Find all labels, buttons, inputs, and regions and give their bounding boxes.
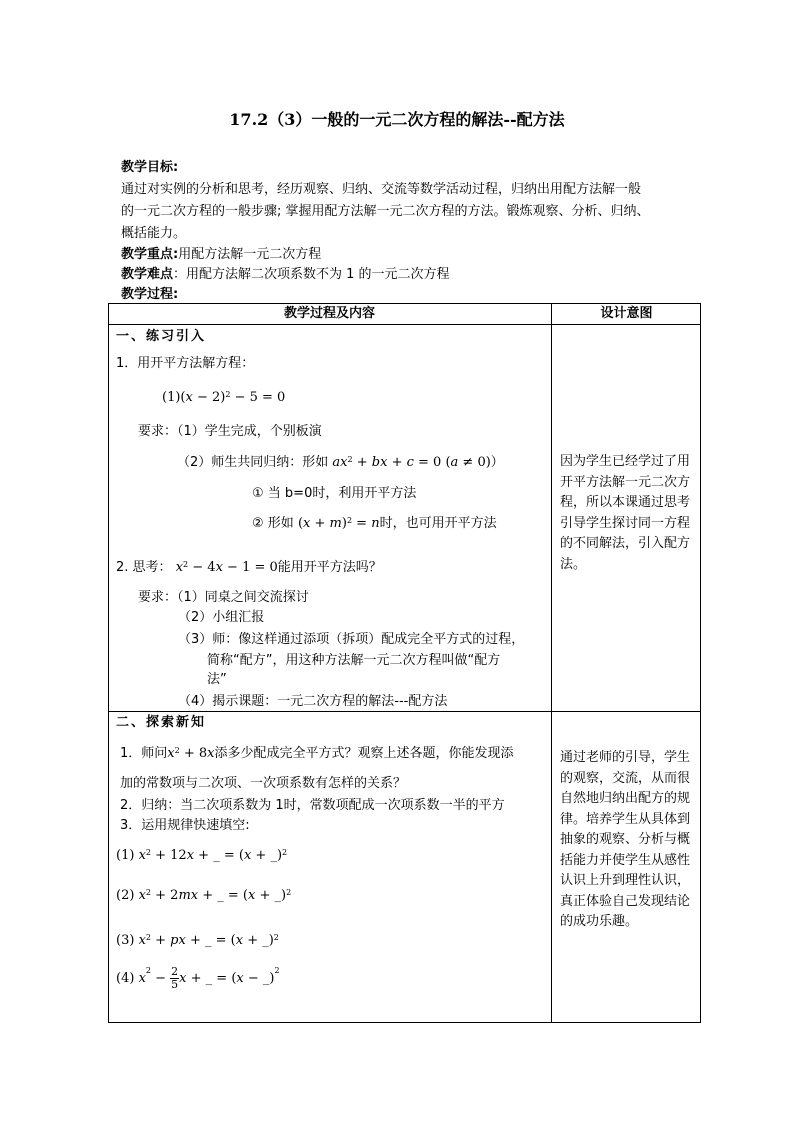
s2-fill-2: (2) $x^2 + 2mx$ + _ = (x + _)$^2$ bbox=[116, 888, 292, 903]
key-label: 教学重点: bbox=[121, 247, 179, 262]
case2-text: ② 形如 bbox=[252, 516, 294, 531]
difficulty-text: ：用配方法解二次项系数不为 1 的一元二次方程 bbox=[173, 267, 450, 282]
process-label: 教学过程: bbox=[121, 287, 179, 302]
s1-question-1: 1．用开平方法解方程： bbox=[116, 356, 255, 371]
fill2-label: (2) bbox=[116, 888, 135, 903]
key-text: 用配方法解一元二次方程 bbox=[178, 247, 322, 262]
s1-case-1: ① 当 b=0时，利用开平方法 bbox=[252, 486, 417, 501]
s1-req-b: （2）小组汇报 bbox=[178, 610, 265, 625]
s1-question-2: 2. 思考： $x^2 - 4x - 1 = 0$能用开平方法吗？ bbox=[116, 560, 382, 575]
goal-text-line-2: 的一元二次方程的一般步骤; 掌握用配方法解一元二次方程的方法。锻炼观察、分析、归纳、 bbox=[121, 204, 650, 219]
s1-requirement-1: 要求：（1）学生完成，个别板演 bbox=[138, 424, 322, 439]
s1-req-c-2: 简称“配方”，用这种方法解一元二次方程叫做“配方 bbox=[207, 653, 501, 668]
s2-fill-1: (1) $x^2 + 12x$ + _ = (x + _)$^2$ bbox=[116, 848, 288, 863]
s2-fill-4: (4) $x^2$ − $\frac{2}{5}$ x + _ = (x − _)$^2$ bbox=[116, 965, 280, 991]
s2-question-2: 2．归纳：当二次项系数为 1时，常数项配成一次项系数一半的平方 bbox=[120, 798, 505, 813]
s2-question-1c: 加的常数项与二次项、一次项系数有怎样的关系？ bbox=[120, 776, 407, 791]
goal-text-line-3: 概括能力。 bbox=[121, 226, 187, 241]
fill1-label: (1) bbox=[116, 848, 135, 863]
section-1-title: 一、练习引入 bbox=[116, 329, 207, 344]
header-divider bbox=[108, 324, 701, 325]
s2-design-intent: 通过老师的引导，学生的观察，交流，从而很自然地归纳出配方的规律。培养学生从具体到抽象的观察、分析与概括能力并使学生从感性认识上升到理性认识，真正体验自己发现结论的成功乐趣。 bbox=[560, 750, 691, 929]
difficulty bbox=[121, 267, 450, 283]
key-point bbox=[121, 247, 321, 263]
s1-req-c-3: 法” bbox=[207, 672, 227, 687]
header-right: 设计意图 bbox=[600, 306, 653, 321]
s2-fill-3: (3) $x^2$ + px + _ = (x + _)$^2$ bbox=[116, 933, 279, 948]
eq1-prefix: (1) bbox=[162, 390, 181, 405]
s1-req-a: 要求：（1）同桌之间交流探讨 bbox=[138, 590, 309, 605]
difficulty-label: 教学难点 bbox=[121, 267, 174, 282]
s1-case-2: ② 形如 $(x + m)^2 = n$时，也可用开平方法 bbox=[252, 516, 497, 531]
s2-question-1a: 1．师问$x^2 + 8x$添多少配成完全平方式？观察上述各题，你能发现添 bbox=[120, 746, 514, 761]
section-divider bbox=[108, 711, 701, 712]
case2-tail: 时，也可用开平方法 bbox=[379, 516, 497, 531]
section-2-title: 二、探索新知 bbox=[116, 715, 207, 730]
q2-text: 2. 思考： bbox=[116, 560, 172, 575]
fraction-two-fifths: $\frac{2}{5}$ bbox=[171, 965, 179, 991]
q1b-text: 添多少配成完全平方式？观察上述各题，你能发现添 bbox=[214, 746, 514, 761]
goal-text-line-1: 通过对实例的分析和思考，经历观察、归纳、交流等数学活动过程，归纳出用配方法解一般 bbox=[121, 182, 642, 197]
s1-req-d: （4）揭示课题：一元二次方程的解法---配方法 bbox=[178, 694, 448, 709]
fill3-label: (3) bbox=[116, 933, 135, 948]
q1a-text: 1．师问 bbox=[120, 746, 168, 761]
goal-label: 教学目标: bbox=[121, 160, 179, 175]
s1-design-intent: 因为学生已经学过了用开平方法解一元二次方程，所以本课通过思考引导学生探讨同一方程的不同解法，引入配方法。 bbox=[560, 454, 691, 572]
s1-equation-1: $(1)(x - 2)^2 - 5 = 0$ bbox=[162, 390, 286, 405]
s1-requirement-2: （2）师生共同归纳：形如 $ax^2$ + bx + c = 0 (a ≠ 0)） bbox=[177, 455, 504, 470]
s1-req-c-1: （3）师：像这样通过添项（拆项）配成完全平方式的过程， bbox=[178, 632, 525, 647]
s2-question-3: 3．运用规律快速填空: bbox=[120, 818, 250, 833]
req2-text: （2）师生共同归纳：形如 bbox=[177, 455, 329, 470]
column-divider bbox=[551, 303, 552, 1023]
page-title: 17.2（3）一般的一元二次方程的解法--配方法 bbox=[229, 110, 565, 129]
fill4-label: (4) bbox=[116, 971, 135, 986]
q2-tail: 能用开平方法吗？ bbox=[277, 560, 382, 575]
header-left: 教学过程及内容 bbox=[283, 306, 375, 321]
